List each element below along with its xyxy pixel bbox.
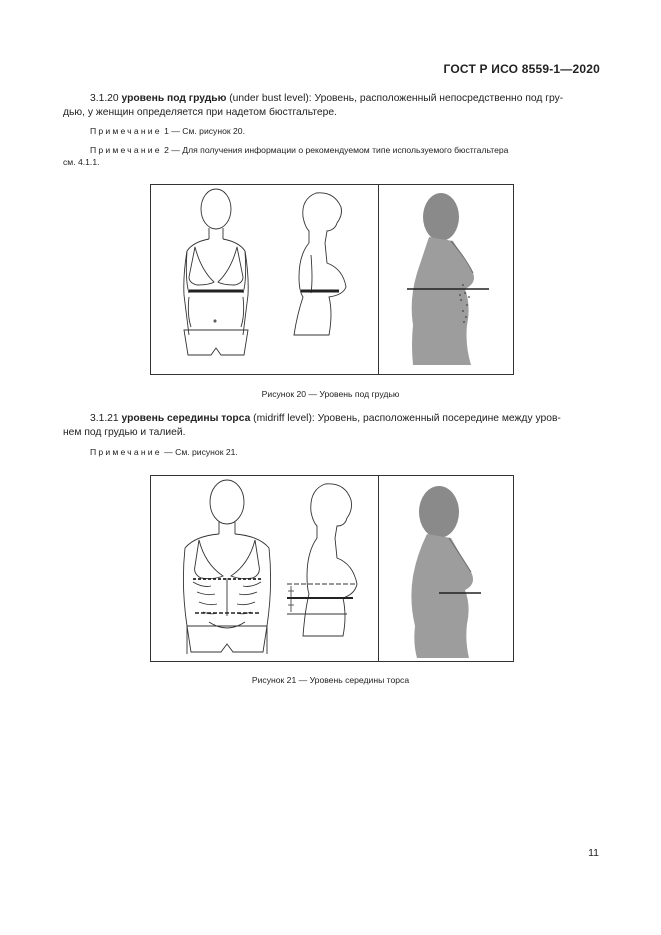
note-text: — См. рисунок 21. (161, 447, 238, 457)
figure-20 (150, 184, 514, 375)
front-view-outline (184, 189, 248, 355)
term-number: 3.1.20 (90, 93, 119, 104)
term-name: уровень под грудью (121, 93, 227, 104)
scan-figure-21 (411, 486, 481, 658)
definition-3-1-20 (63, 92, 599, 120)
note-text: 2 — Для получения информации о рекомендуемом типе используемого бюстгальтера (161, 145, 509, 155)
note-text: 1 — См. рисунок 20. (161, 126, 245, 136)
term-name: уровень середины торса (121, 413, 251, 424)
term-definition: (midriff level): Уровень, расположенный посередине между уров- (250, 413, 561, 424)
document-standard-header: ГОСТ Р ИСО 8559-1—2020 (443, 62, 600, 76)
figure-21-drawing (151, 476, 513, 661)
note-label: Примечание (90, 145, 162, 155)
note-text-continued: см. 4.1.1. (63, 157, 100, 167)
side-view-outline (303, 484, 357, 636)
page-number: 11 (588, 847, 599, 859)
definition-3-1-21 (63, 412, 599, 440)
figure-20-drawing (151, 185, 513, 374)
note-1 (63, 125, 599, 137)
term-definition-continued: дью, у женщин определяется при надетом бюстгальтере. (63, 107, 337, 118)
term-definition: (under bust level): Уровень, расположенный непосредственно под гру- (226, 93, 564, 104)
figure-21-caption: Рисунок 21 — Уровень середины торса (251, 675, 410, 685)
figure-20-caption: Рисунок 20 — Уровень под грудью (261, 389, 400, 399)
note-3 (63, 446, 599, 458)
figure-21 (150, 475, 514, 662)
note-2 (63, 144, 599, 168)
term-definition-continued: нем под грудью и талией. (63, 427, 186, 438)
front-view-outline (183, 480, 270, 654)
note-label: Примечание (90, 126, 162, 136)
term-number: 3.1.21 (90, 413, 119, 424)
note-label: Примечание (90, 447, 162, 457)
side-view-outline (294, 193, 346, 335)
scan-figure-20 (407, 193, 489, 365)
